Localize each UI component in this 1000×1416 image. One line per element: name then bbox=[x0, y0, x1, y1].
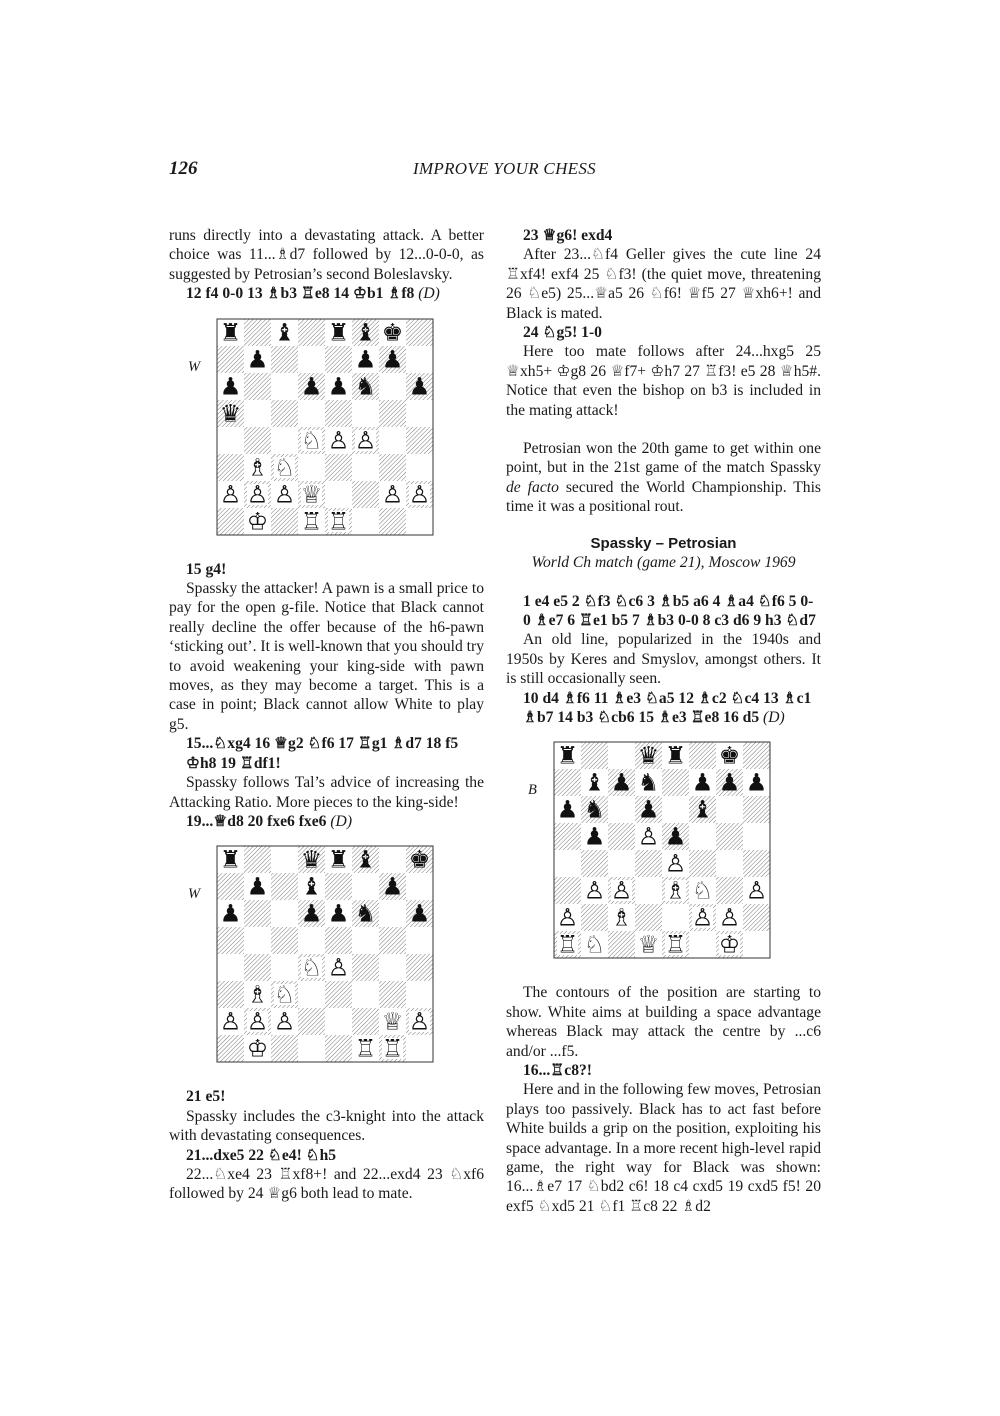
light-square bbox=[406, 927, 433, 954]
white-pawn-icon: ♙ bbox=[610, 876, 633, 905]
dark-square bbox=[743, 904, 770, 931]
dark-square bbox=[325, 981, 352, 1008]
black-rook-icon: ♜ bbox=[327, 318, 350, 347]
move-line: 15 g4! bbox=[186, 560, 227, 578]
dark-square bbox=[581, 850, 608, 877]
light-square bbox=[716, 796, 743, 823]
black-bishop-icon: ♝ bbox=[300, 872, 323, 901]
black-pawn-icon: ♟ bbox=[381, 872, 404, 901]
dark-square bbox=[406, 427, 433, 454]
chess-diagram bbox=[169, 839, 484, 1079]
white-king-icon: ♔ bbox=[246, 1034, 269, 1063]
white-pawn-icon: ♙ bbox=[219, 480, 242, 509]
light-square bbox=[379, 373, 406, 400]
move-line: 16...♖c8?! bbox=[523, 1061, 592, 1079]
light-square bbox=[217, 954, 244, 981]
light-square bbox=[352, 508, 379, 535]
white-queen-icon: ♕ bbox=[637, 930, 660, 959]
black-king-icon: ♚ bbox=[718, 741, 741, 770]
white-rook-icon: ♖ bbox=[556, 930, 579, 959]
light-square bbox=[662, 796, 689, 823]
light-square bbox=[662, 904, 689, 931]
paragraph: The contours of the position are starting to show. White aims at building a space advantage whereas Black may attack the centre by ...c6 and/or ...f5. bbox=[506, 984, 821, 1060]
light-square bbox=[271, 900, 298, 927]
light-square bbox=[325, 481, 352, 508]
dark-square bbox=[406, 319, 433, 346]
white-pawn-icon: ♙ bbox=[246, 480, 269, 509]
paragraph: Spassky includes the c3-knight into the attack with devastating consequences. bbox=[169, 1107, 484, 1145]
paragraph: 22...♘xe4 23 ♖xf8+! and 22...exd4 23 ♘xf6 followed by 24 ♕g6 both lead to mate. bbox=[169, 1165, 484, 1203]
chess-diagram bbox=[169, 312, 484, 552]
running-title: IMPROVE YOUR CHESS bbox=[413, 159, 596, 178]
white-pawn-icon: ♙ bbox=[246, 1007, 269, 1036]
white-knight-icon: ♘ bbox=[273, 453, 296, 482]
white-knight-icon: ♘ bbox=[691, 876, 714, 905]
black-bishop-icon: ♝ bbox=[273, 318, 296, 347]
move-line: 21...dxe5 22 ♘e4! ♘h5 bbox=[186, 1146, 337, 1164]
white-rook-icon: ♖ bbox=[327, 507, 350, 536]
black-pawn-icon: ♟ bbox=[219, 899, 242, 928]
white-king-icon: ♔ bbox=[246, 507, 269, 536]
light-square bbox=[298, 454, 325, 481]
black-pawn-icon: ♟ bbox=[745, 768, 768, 797]
black-queen-icon: ♛ bbox=[219, 399, 242, 428]
move-line: 1 e4 e5 2 ♘f3 ♘c6 3 ♗b5 a6 4 ♗a4 ♘f6 5 0-0 ♗e7 6 ♖e1 b5 7 ♗b3 0-0 8 c3 d6 9 h3 ♘d7 bbox=[523, 592, 816, 629]
black-knight-icon: ♞ bbox=[637, 768, 660, 797]
white-pawn-icon: ♙ bbox=[583, 876, 606, 905]
dark-square bbox=[244, 846, 271, 873]
move-line: 24 ♘g5! 1-0 bbox=[523, 324, 602, 342]
white-pawn-icon: ♙ bbox=[354, 426, 377, 455]
light-square bbox=[608, 850, 635, 877]
light-square bbox=[379, 427, 406, 454]
dark-square bbox=[217, 981, 244, 1008]
black-pawn-icon: ♟ bbox=[408, 372, 431, 401]
black-pawn-icon: ♟ bbox=[556, 795, 579, 824]
paragraph: After 23...♘f4 Geller gives the cute line 24 ♖xf4! exf4 25 ♘f3! (the quiet move, threatening 26 ♘e5) 25...♕a5 26 ♘f6! ♕f5 27 ♕xh6+! and Black is mated. bbox=[506, 246, 821, 322]
dark-square bbox=[271, 508, 298, 535]
dark-square bbox=[325, 927, 352, 954]
white-pawn-icon: ♙ bbox=[327, 426, 350, 455]
black-queen-icon: ♛ bbox=[637, 741, 660, 770]
game-title: Spassky – Petrosian bbox=[590, 534, 737, 552]
white-pawn-icon: ♙ bbox=[327, 953, 350, 982]
black-rook-icon: ♜ bbox=[556, 741, 579, 770]
dark-square bbox=[379, 400, 406, 427]
dark-square bbox=[298, 319, 325, 346]
dark-square bbox=[325, 346, 352, 373]
black-pawn-icon: ♟ bbox=[300, 899, 323, 928]
black-rook-icon: ♜ bbox=[219, 318, 242, 347]
dark-square bbox=[689, 850, 716, 877]
light-square bbox=[406, 981, 433, 1008]
black-pawn-icon: ♟ bbox=[610, 768, 633, 797]
dark-square bbox=[244, 427, 271, 454]
dark-square bbox=[406, 954, 433, 981]
light-square bbox=[325, 1008, 352, 1035]
black-knight-icon: ♞ bbox=[354, 372, 377, 401]
black-pawn-icon: ♟ bbox=[246, 345, 269, 374]
light-square bbox=[743, 823, 770, 850]
side-to-move: B bbox=[528, 782, 537, 799]
black-pawn-icon: ♟ bbox=[246, 872, 269, 901]
light-square bbox=[217, 427, 244, 454]
dark-square bbox=[217, 454, 244, 481]
light-square bbox=[406, 346, 433, 373]
light-square bbox=[743, 931, 770, 958]
black-pawn-icon: ♟ bbox=[300, 372, 323, 401]
light-square bbox=[406, 1035, 433, 1062]
black-pawn-icon: ♟ bbox=[327, 372, 350, 401]
dark-square bbox=[271, 927, 298, 954]
dark-square bbox=[217, 927, 244, 954]
white-knight-icon: ♘ bbox=[273, 980, 296, 1009]
dark-square bbox=[271, 1035, 298, 1062]
dark-square bbox=[379, 927, 406, 954]
light-square bbox=[271, 373, 298, 400]
dark-square bbox=[689, 742, 716, 769]
chessboard bbox=[216, 845, 434, 1063]
dark-square bbox=[271, 873, 298, 900]
dark-square bbox=[217, 346, 244, 373]
white-pawn-icon: ♙ bbox=[219, 1007, 242, 1036]
dark-square bbox=[554, 823, 581, 850]
light-square bbox=[406, 454, 433, 481]
dark-square bbox=[217, 873, 244, 900]
dark-square bbox=[271, 346, 298, 373]
white-pawn-icon: ♙ bbox=[745, 876, 768, 905]
dark-square bbox=[635, 904, 662, 931]
black-pawn-icon: ♟ bbox=[718, 768, 741, 797]
light-square bbox=[379, 900, 406, 927]
white-bishop-icon: ♗ bbox=[610, 903, 633, 932]
white-rook-icon: ♖ bbox=[381, 1034, 404, 1063]
dark-square bbox=[716, 877, 743, 904]
white-bishop-icon: ♗ bbox=[664, 876, 687, 905]
light-square bbox=[298, 927, 325, 954]
dark-square bbox=[244, 319, 271, 346]
dark-square bbox=[244, 954, 271, 981]
light-square bbox=[244, 400, 271, 427]
black-king-icon: ♚ bbox=[381, 318, 404, 347]
dark-square bbox=[379, 981, 406, 1008]
white-bishop-icon: ♗ bbox=[246, 980, 269, 1009]
move-line: 21 e5! bbox=[186, 1088, 226, 1106]
white-rook-icon: ♖ bbox=[300, 507, 323, 536]
side-to-move: W bbox=[188, 886, 201, 903]
dark-square bbox=[325, 873, 352, 900]
white-rook-icon: ♖ bbox=[354, 1034, 377, 1063]
black-pawn-icon: ♟ bbox=[327, 899, 350, 928]
paragraph: runs directly into a devastating attack. A better choice was 11...♗d7 followed by 12...0-0-0, as suggested by Petrosian’s second Boleslavsky. bbox=[169, 227, 484, 283]
move-line: 10 d4 ♗f6 11 ♗e3 ♘a5 12 ♗c2 ♘c4 13 ♗c1 ♗b7 14 b3 ♘cb6 15 ♗e3 ♖e8 16 d5 (D) bbox=[523, 689, 812, 726]
paragraph: Petrosian won the 20th game to get within one point, but in the 21st game of the match Spassky de facto secured the World Championship. This time it was a positional rout. bbox=[506, 440, 821, 516]
dark-square bbox=[352, 481, 379, 508]
left-column bbox=[169, 226, 484, 1204]
light-square bbox=[608, 742, 635, 769]
white-knight-icon: ♘ bbox=[300, 426, 323, 455]
light-square bbox=[298, 1035, 325, 1062]
light-square bbox=[406, 873, 433, 900]
light-square bbox=[689, 931, 716, 958]
dark-square bbox=[379, 454, 406, 481]
black-rook-icon: ♜ bbox=[327, 845, 350, 874]
white-knight-icon: ♘ bbox=[583, 930, 606, 959]
dark-square bbox=[554, 769, 581, 796]
black-bishop-icon: ♝ bbox=[354, 845, 377, 874]
black-pawn-icon: ♟ bbox=[408, 899, 431, 928]
light-square bbox=[271, 427, 298, 454]
light-square bbox=[352, 400, 379, 427]
dark-square bbox=[608, 823, 635, 850]
dark-square bbox=[325, 400, 352, 427]
white-pawn-icon: ♙ bbox=[718, 903, 741, 932]
white-pawn-icon: ♙ bbox=[664, 849, 687, 878]
white-knight-icon: ♘ bbox=[300, 953, 323, 982]
white-pawn-icon: ♙ bbox=[273, 480, 296, 509]
light-square bbox=[244, 927, 271, 954]
black-pawn-icon: ♟ bbox=[637, 795, 660, 824]
black-knight-icon: ♞ bbox=[354, 899, 377, 928]
move-line: 19...♕d8 20 fxe6 fxe6 (D) bbox=[186, 812, 353, 830]
right-column bbox=[506, 226, 821, 1216]
light-square bbox=[352, 873, 379, 900]
white-pawn-icon: ♙ bbox=[381, 480, 404, 509]
dark-square bbox=[325, 1035, 352, 1062]
move-line: 23 ♕g6! exd4 bbox=[523, 227, 613, 244]
white-queen-icon: ♕ bbox=[300, 480, 323, 509]
white-pawn-icon: ♙ bbox=[273, 1007, 296, 1036]
dark-square bbox=[635, 850, 662, 877]
game-event: World Ch match (game 21), Moscow 1969 bbox=[531, 554, 796, 572]
light-square bbox=[352, 927, 379, 954]
black-rook-icon: ♜ bbox=[219, 845, 242, 874]
light-square bbox=[689, 823, 716, 850]
light-square bbox=[352, 981, 379, 1008]
dark-square bbox=[581, 742, 608, 769]
dark-square bbox=[244, 900, 271, 927]
dark-square bbox=[217, 508, 244, 535]
move-line: 15...♘xg4 16 ♕g2 ♘f6 17 ♖g1 ♗d7 18 f5 ♔h8 19 ♖df1! bbox=[186, 735, 459, 772]
white-pawn-icon: ♙ bbox=[556, 903, 579, 932]
dark-square bbox=[217, 1035, 244, 1062]
paragraph: Spassky follows Tal’s advice of increasing the Attacking Ratio. More pieces to the king-side! bbox=[169, 774, 484, 811]
light-square bbox=[379, 954, 406, 981]
dark-square bbox=[298, 1008, 325, 1035]
light-square bbox=[406, 400, 433, 427]
black-pawn-icon: ♟ bbox=[354, 345, 377, 374]
chessboard bbox=[553, 741, 771, 959]
light-square bbox=[271, 846, 298, 873]
black-rook-icon: ♜ bbox=[664, 741, 687, 770]
dark-square bbox=[352, 1008, 379, 1035]
dark-square bbox=[743, 796, 770, 823]
white-king-icon: ♔ bbox=[718, 930, 741, 959]
light-square bbox=[406, 508, 433, 535]
dark-square bbox=[244, 373, 271, 400]
dark-square bbox=[379, 508, 406, 535]
dark-square bbox=[608, 931, 635, 958]
light-square bbox=[716, 850, 743, 877]
white-rook-icon: ♖ bbox=[664, 930, 687, 959]
white-queen-icon: ♕ bbox=[381, 1007, 404, 1036]
light-square bbox=[352, 454, 379, 481]
black-pawn-icon: ♟ bbox=[583, 822, 606, 851]
black-pawn-icon: ♟ bbox=[691, 768, 714, 797]
black-bishop-icon: ♝ bbox=[583, 768, 606, 797]
black-bishop-icon: ♝ bbox=[354, 318, 377, 347]
chess-diagram bbox=[506, 735, 821, 975]
paragraph: Spassky the attacker! A pawn is a small price to pay for the open g-file. Notice that Black cannot really decline the offer because of the h6-pawn ‘sticking out’. It is well-known that you should try to avoid weakening your king-side with pawn moves, as they may become a target. This is a case in point; Black cannot allow White to play g5. bbox=[169, 580, 484, 733]
chessboard bbox=[216, 318, 434, 536]
black-knight-icon: ♞ bbox=[583, 795, 606, 824]
black-king-icon: ♚ bbox=[408, 845, 431, 874]
side-to-move: W bbox=[188, 358, 201, 375]
white-pawn-icon: ♙ bbox=[691, 903, 714, 932]
white-pawn-icon: ♙ bbox=[408, 1007, 431, 1036]
white-bishop-icon: ♗ bbox=[246, 453, 269, 482]
light-square bbox=[298, 400, 325, 427]
light-square bbox=[635, 877, 662, 904]
page-number: 126 bbox=[169, 158, 198, 179]
paragraph: An old line, popularized in the 1940s and 1950s by Keres and Smyslov, amongst others. It is still occasionally seen. bbox=[506, 631, 821, 688]
black-queen-icon: ♛ bbox=[300, 845, 323, 874]
white-pawn-icon: ♙ bbox=[637, 822, 660, 851]
light-square bbox=[298, 981, 325, 1008]
dark-square bbox=[554, 877, 581, 904]
black-pawn-icon: ♟ bbox=[381, 345, 404, 374]
dark-square bbox=[743, 742, 770, 769]
light-square bbox=[298, 346, 325, 373]
dark-square bbox=[716, 823, 743, 850]
black-bishop-icon: ♝ bbox=[691, 795, 714, 824]
light-square bbox=[608, 796, 635, 823]
dark-square bbox=[581, 904, 608, 931]
dark-square bbox=[743, 850, 770, 877]
dark-square bbox=[271, 400, 298, 427]
light-square bbox=[379, 846, 406, 873]
dark-square bbox=[325, 454, 352, 481]
black-pawn-icon: ♟ bbox=[219, 372, 242, 401]
light-square bbox=[271, 954, 298, 981]
dark-square bbox=[352, 954, 379, 981]
dark-square bbox=[662, 769, 689, 796]
paragraph: Here too mate follows after 24...hxg5 25 ♕xh5+ ♔g8 26 ♕f7+ ♔h7 27 ♖f3! e5 28 ♕h5#. Notice that even the bishop on b3 is included in the mating attack! bbox=[506, 343, 821, 419]
paragraph: Here and in the following few moves, Petrosian plays too passively. Black has to act fast before White builds a grip on the position, exploiting his space advantage. In a more recent high-level rapid game, the right way for Black was shown: 16...♗e7 17 ♘bd2 c6! 18 c4 cxd5 19 cxd5 f5! 20 exf5 ♘xd5 21 ♘f1 ♖c8 22 ♗d2 bbox=[506, 1081, 821, 1215]
black-pawn-icon: ♟ bbox=[664, 822, 687, 851]
move-line: 12 f4 0-0 13 ♗b3 ♖e8 14 ♔b1 ♗f8 (D) bbox=[186, 285, 440, 303]
white-pawn-icon: ♙ bbox=[408, 480, 431, 509]
light-square bbox=[554, 850, 581, 877]
